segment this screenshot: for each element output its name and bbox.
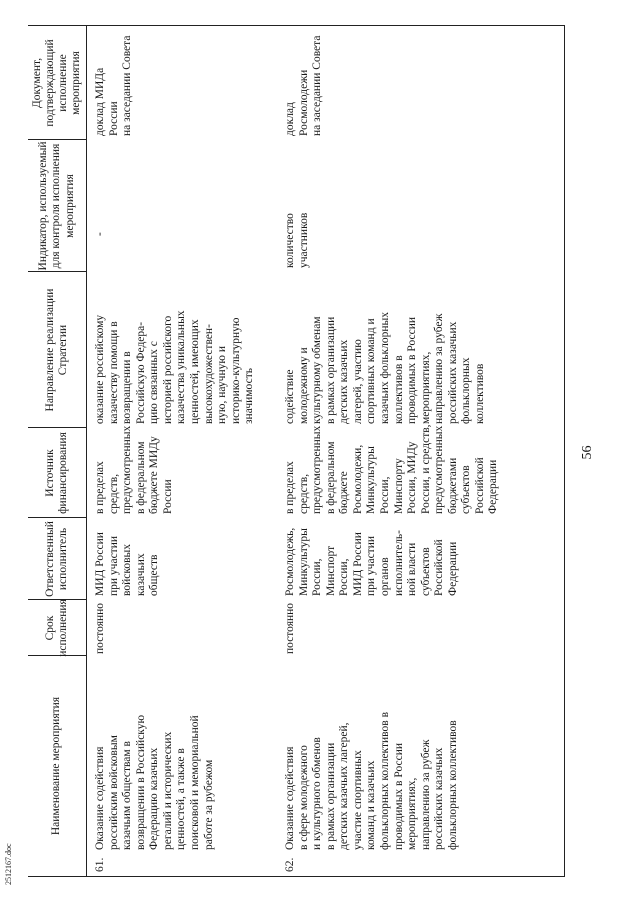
row-61-direction: оказание российскому казачеству помощи в возвращении в Российскую Федера- цию связанных с историей российского казачества уникальных ценностей, имеющих высокохудожествен- ную, научную и историко-культурную значимость bbox=[94, 310, 256, 424]
col-header-indicator: Индикатор, используемый для контроля исполнения мероприятия bbox=[37, 141, 76, 271]
col-header-direction: Направление реализации Стратегии bbox=[43, 288, 69, 412]
col-header-executor: Ответственный исполнитель bbox=[43, 521, 69, 597]
row-61-term: постоянно bbox=[94, 602, 106, 654]
measures-table bbox=[28, 25, 565, 877]
col-header-term: Срок исполнения bbox=[43, 599, 69, 657]
row-61-indicator: - bbox=[94, 232, 106, 236]
col-header-funding: Источник финансирования bbox=[43, 432, 69, 514]
row-62-executor: Росмолодежь, Минкультуры России, Минспорт России, МИД России при участии органов исполнитель- ной власти субъектов Российской Федерации bbox=[284, 527, 459, 596]
row-61-executor: МИД России при участии войсковых казачьих обществ bbox=[94, 532, 161, 596]
row-62-direction: содействие молодежному и культурному обменам в рамках организации детских казачьих лагерей, участию спортивных команд и казачьих фольклорных коллективов в проводимых в России мероприятиях, направлению за рубеж российских казачьих фольклорных коллективов bbox=[284, 311, 486, 424]
row-62-funding: в пределах средств, предусмотренных в федеральном бюджете Росмолодежи, Минкультуры России, Минспорту России, МИДу России, и средств, предусмотренных бюджетами субъектов Российской Федерации bbox=[284, 424, 500, 514]
col-header-name: Наименование мероприятия bbox=[50, 696, 63, 836]
row-61-number: 61. bbox=[94, 857, 106, 872]
page-number: 56 bbox=[580, 445, 595, 460]
row-61-name: Оказание содействия российским войсковым казачьим обществам в возвращении в Российскую Федерацию казачьих регалий и исторических ценностей, а также в поисковой и мемориальной работе за рубежом bbox=[94, 714, 215, 850]
row-62-name: Оказание содействия в сфере молодежного и культурного обменов в рамках организации детских казачьих лагерей, участие спортивных команд и казачьих фольклорных коллективов в проводимых в России мероприятиях, направлению за рубеж российских казачьих фольклорных коллективов bbox=[284, 712, 459, 850]
col-header-document: Документ, подтверждающий исполнение мероприятия bbox=[30, 39, 83, 127]
footer-file-code: 2512167.doc bbox=[4, 843, 13, 885]
table-header bbox=[28, 26, 87, 876]
row-61-document: доклад МИДа России на заседании Совета bbox=[94, 35, 134, 136]
row-62-document: доклад Росмолодежи на заседании Совета bbox=[284, 35, 324, 136]
row-62-term: постоянно bbox=[284, 602, 296, 654]
row-61-funding: в пределах средств, предусмотренных в федеральном бюджете МИДу России bbox=[94, 425, 174, 514]
row-62-number: 62. bbox=[284, 857, 296, 872]
row-62-indicator: количество участников bbox=[284, 212, 310, 268]
